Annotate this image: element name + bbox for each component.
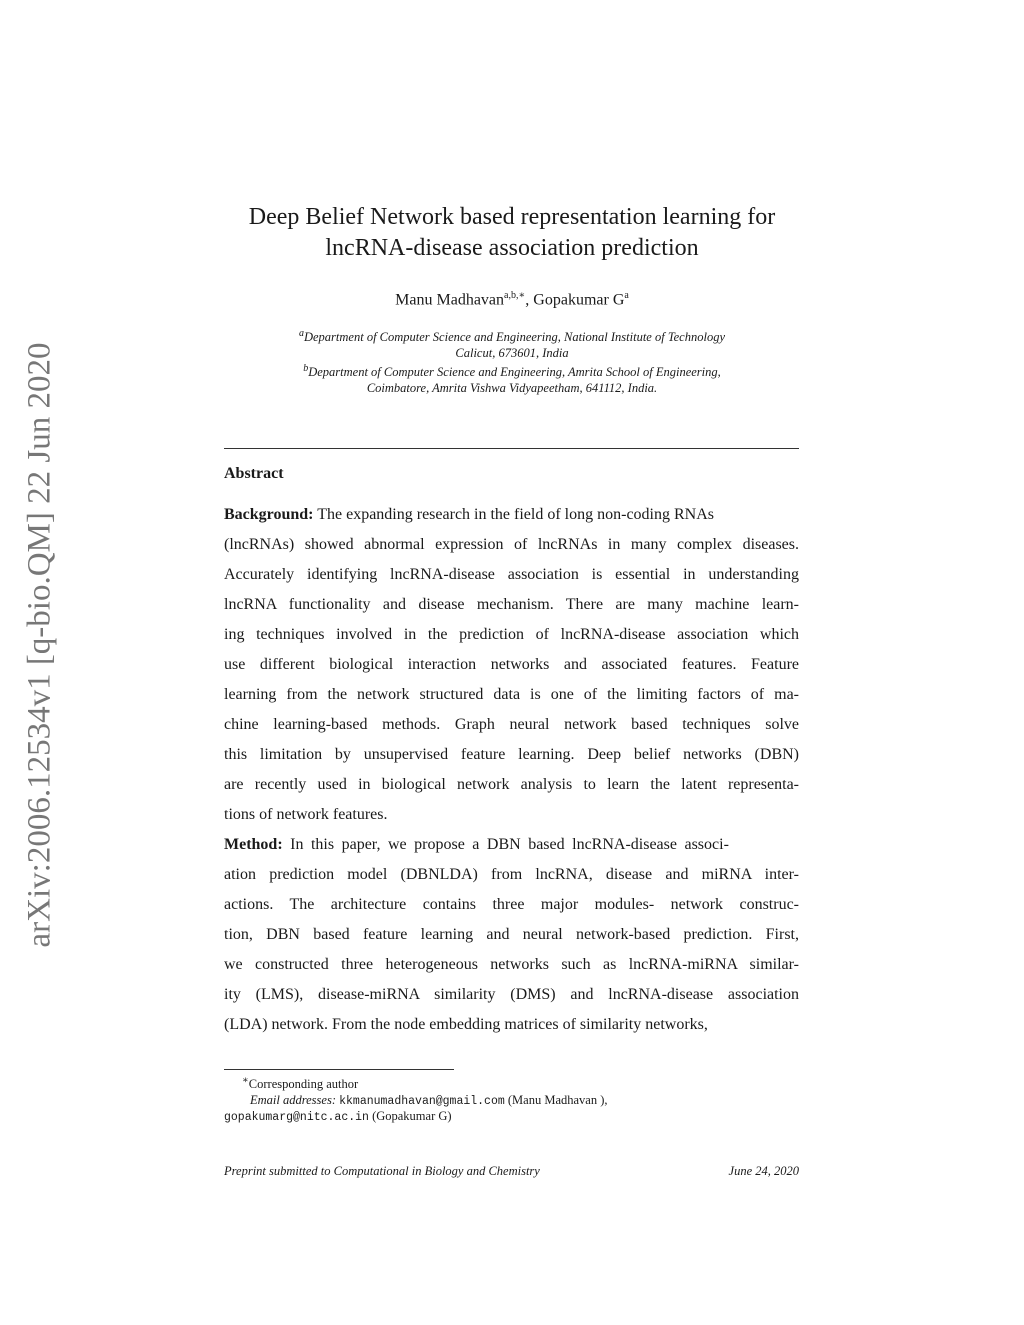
affiliation-line [0,361,1024,381]
email-link[interactable]: gopakumarg@nitc.ac.in [224,1111,369,1125]
paragraph-label: Background: [224,506,314,523]
affil-text: Department of Computer Science and Engineering, Amrita School of Engineering, [308,365,721,380]
footnote-emails [224,1093,804,1110]
footnote-emails [224,1109,804,1126]
footnote [224,1073,804,1126]
author-name: Manu Madhavan [395,291,505,309]
footer-date: June 24, 2020 [728,1164,799,1178]
author-name: Gopakumar G [533,291,625,309]
affiliation-line [0,326,1024,346]
abstract-line: tion, DBN based feature learning and neural network-based prediction. First, [224,926,799,943]
abstract-line: tions of network features. [224,806,388,823]
page-footer [224,1164,799,1179]
abstract-line: lncRNA functionality and disease mechanism. There are many machine learn- [224,596,799,613]
email-owner: (Gopakumar G) [368,1109,452,1124]
affil-mark: a [298,328,304,339]
email-link[interactable]: kkmanumadhavan@gmail.com [339,1094,505,1108]
footnote-corresponding [224,1073,804,1093]
author-separator: , [525,291,534,309]
paper-title [0,202,1024,264]
abstract-line: learning from the network structured data is one of the limiting factors of ma- [224,686,799,703]
affiliation-line: Coimbatore, Amrita Vishwa Vidyapeetham, 641112, India. [366,380,658,395]
paragraph-label: Method: [224,836,283,853]
abstract-line: this limitation by unsupervised feature learning. Deep belief networks (DBN) [224,746,799,763]
abstract-line: actions. The architecture contains three major modules- network construc- [224,896,799,913]
affil-mark: b [303,363,309,375]
email-owner: (Manu Madhavan ), [504,1092,608,1107]
abstract-line: ing techniques involved in the prediction of lncRNA-disease association which [224,626,799,643]
author-affil-mark: a [624,290,629,301]
abstract-line: Accurately identifying lncRNA-disease association is essential in understanding [224,566,799,583]
abstract-line: (LDA) network. From the node embedding matrices of similarity networks, [224,1016,708,1033]
divider [224,448,799,449]
abstract-heading: Abstract [224,465,284,482]
arxiv-identifier: arXiv:2006.12534v1 [q-bio.QM] 22 Jun 2020 [21,342,58,948]
abstract-body [224,503,799,1043]
abstract-line: ity (LMS), disease-miRNA similarity (DMS) and lncRNA-disease association [224,986,799,1003]
author-affil-mark: a,b,∗ [504,290,526,301]
title-line: lncRNA-disease association prediction [325,235,699,261]
email-label: Email addresses: [250,1092,336,1107]
title-line: Deep Belief Network based representation learning for [248,204,776,230]
footnote-text: Corresponding author [248,1077,359,1092]
affil-text: Department of Computer Science and Engineering, National Institute of Technology [303,330,725,345]
abstract-line: (lncRNAs) showed abnormal expression of lncRNAs in many complex diseases. [224,536,799,553]
footer-journal: Preprint submitted to Computational in Biology and Chemistry [224,1164,540,1178]
abstract-line: chine learning-based methods. Graph neural network based techniques solve [224,716,799,733]
abstract-line [224,503,799,533]
abstract-line: ation prediction model (DBNLDA) from lncRNA, disease and miRNA inter- [224,866,799,883]
footnote-divider [224,1069,454,1070]
line-text: In this paper, we propose a DBN based lncRNA-disease associ- [282,836,729,853]
affiliation-line: Calicut, 673601, India [455,345,569,360]
line-text: The expanding research in the field of long non-coding RNAs [313,506,715,523]
authors [0,290,1024,309]
abstract-line [224,833,799,863]
footnote-mark: ∗ [242,1075,249,1086]
affiliations [0,326,1024,396]
abstract-line: are recently used in biological network analysis to learn the latent representa- [224,776,799,793]
abstract-line: we constructed three heterogeneous networks such as lncRNA-miRNA similar- [224,956,799,973]
abstract-line: use different biological interaction networks and associated features. Feature [224,656,799,673]
